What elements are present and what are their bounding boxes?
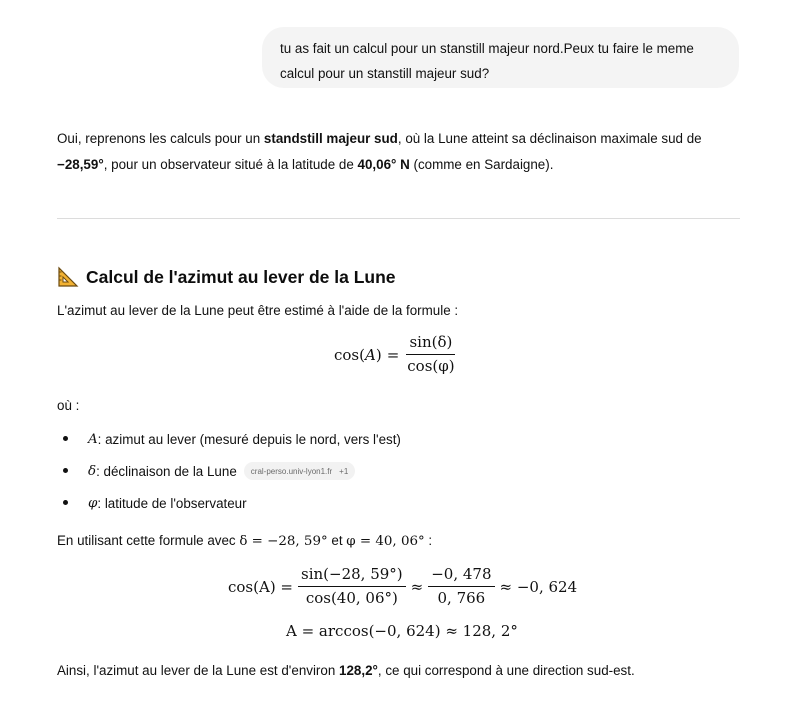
section-heading — [57, 264, 396, 290]
list-item: A : azimut au lever (mesuré depuis le nord, vers l'est) — [63, 423, 401, 455]
using-sentence: En utilisant cette formule avec δ = −28, 59° et φ = 40, 06° : — [57, 533, 433, 549]
user-message-bubble — [262, 27, 739, 88]
section-divider — [57, 218, 740, 219]
user-message-line: tu as fait un calcul pour un stanstill majeur nord.Peux tu faire le meme — [280, 41, 694, 56]
formula-intro: L'azimut au lever de la Lune peut être estimé à l'aide de la formule : — [57, 303, 459, 318]
where-label: où : — [57, 398, 80, 413]
user-message-line: calcul pour un stanstill majeur sud? — [280, 66, 490, 81]
calc-fraction: $\frac{-0, 478}{0, 766}$ — [428, 565, 494, 608]
citation-chip[interactable]: cral-perso.univ-lyon1.fr +1 — [244, 462, 356, 480]
intro-paragraph: Oui, reprenons les calculs pour un standstill majeur sud, où la Lune atteint sa déclinaison maximale sud de −28,59°, pour un observateur situé à la latitude de 40,06° N (comme en Sardaigne). — [57, 131, 702, 172]
variable-list — [63, 423, 401, 519]
list-item: φ : latitude de l'observateur — [63, 487, 401, 519]
list-item: δ : déclinaison de la Lune cral-perso.univ-lyon1.fr +1 — [63, 455, 401, 487]
triangular-ruler-icon — [57, 266, 79, 288]
azimuth-formula: cos( A ) = $\frac{\sin(\delta)}{\cos(\varphi)}$ — [334, 333, 463, 376]
calc-fraction: $\frac{\sin(-28, 59^\circ)}{\cos(40, 06^\circ)}$ — [298, 565, 406, 608]
conclusion-paragraph: Ainsi, l'azimut au lever de la Lune est d'environ 128,2°, ce qui correspond à une direction sud-est. — [57, 663, 635, 678]
arccos-equation: A = arccos(−0, 624) ≈ 128, 2° — [286, 622, 518, 640]
section-title: Calcul de l'azimut au lever de la Lune — [86, 267, 396, 287]
formula-fraction: $\frac{\sin(\delta)}{\cos(\varphi)}$ — [407, 333, 455, 375]
calculation-equation: cos(A) = $\frac{\sin(-28, 59^\circ)}{\cos(40, 06^\circ)}$ ≈ $\frac{-0, 478}{0, 766}$ ≈ −0, 624 — [228, 565, 578, 607]
